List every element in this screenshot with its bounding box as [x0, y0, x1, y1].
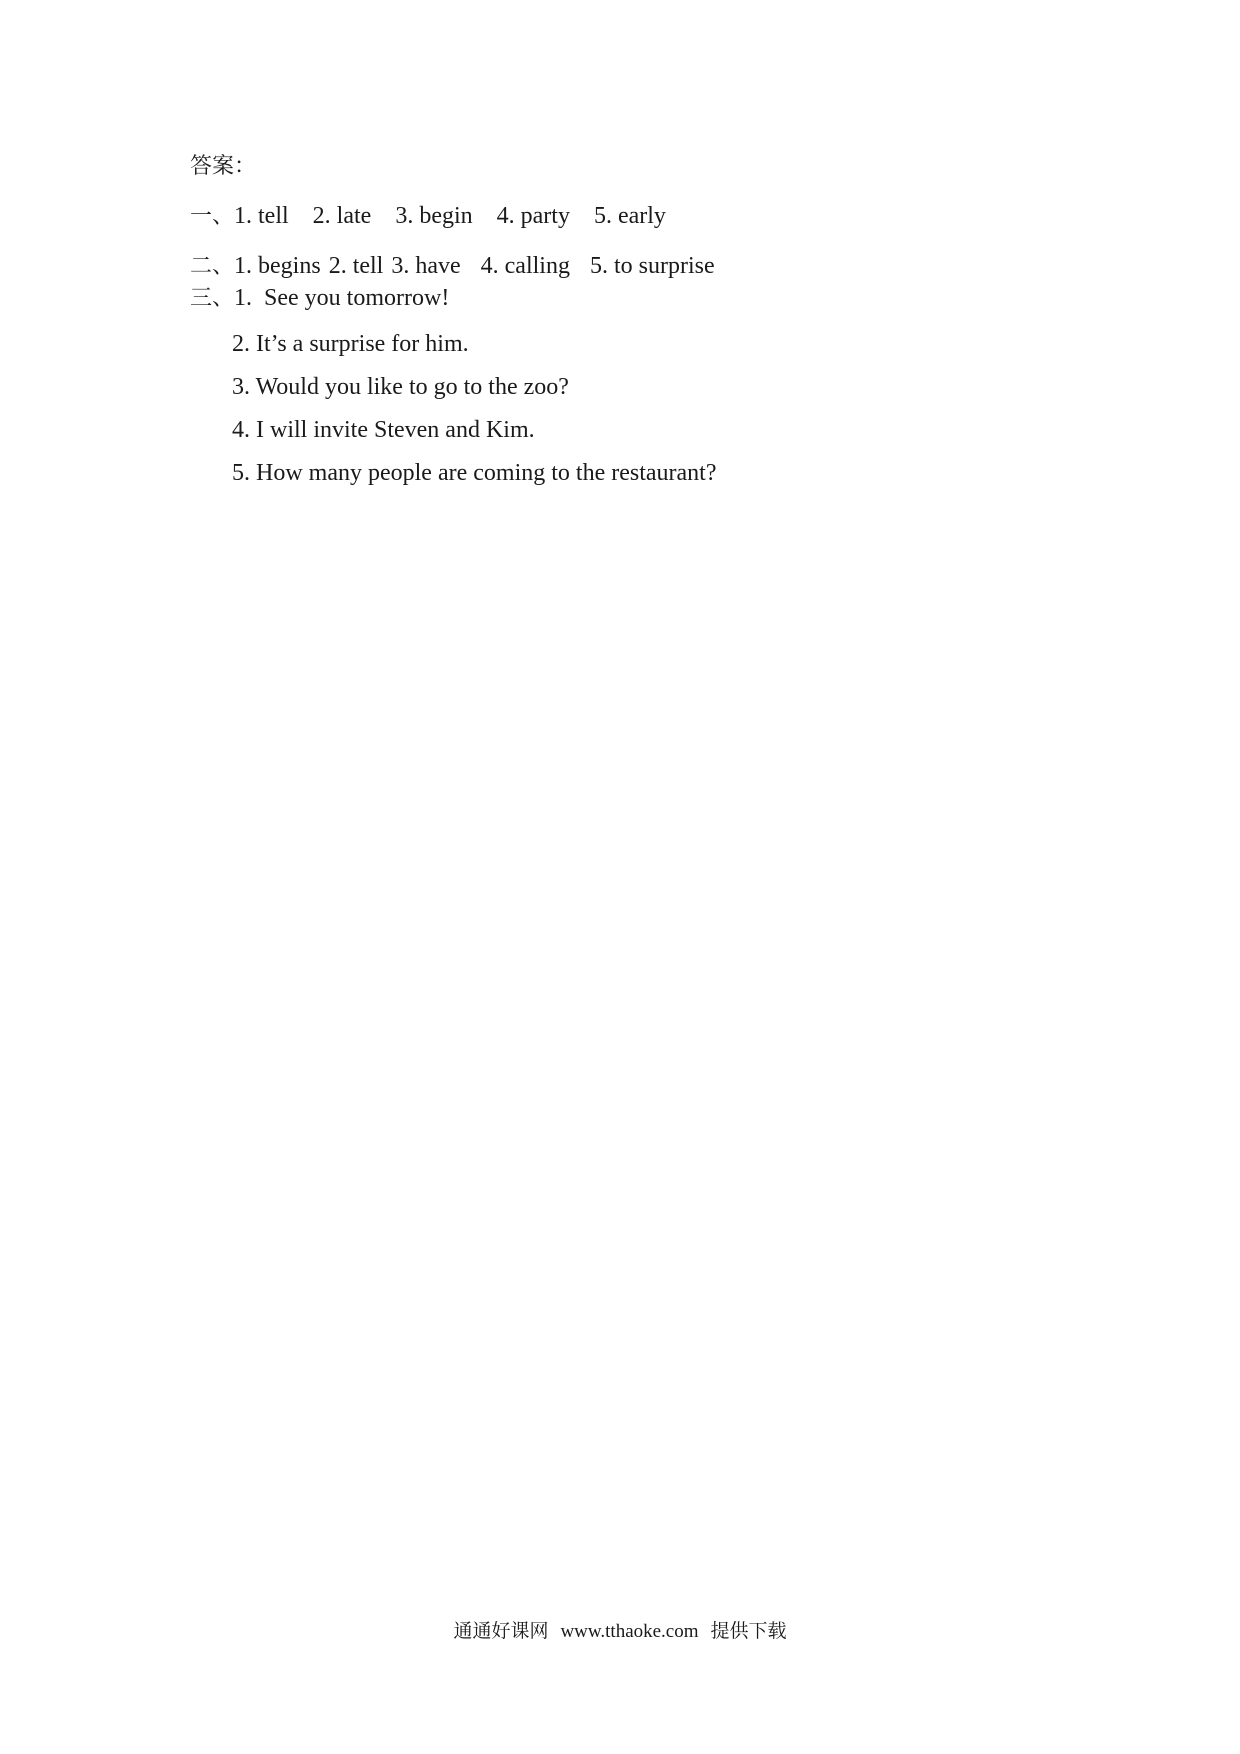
section-3-row [190, 283, 449, 314]
section-3-marker: 三、 [190, 286, 235, 311]
answers-heading: 答案： [190, 154, 257, 179]
section-2-answer-3: 3. have [391, 253, 461, 279]
section-1-answer-2: 2. late [312, 203, 372, 229]
section-2-marker: 二、 [190, 254, 235, 279]
footer-suffix: 提供下载 [710, 1620, 787, 1642]
section-1-row [190, 201, 666, 232]
section-3-sentence-3: 3. Would you like to go to the zoo? [232, 374, 569, 400]
section-3-sentence-4: 4. I will invite Steven and Kim. [232, 417, 535, 443]
section-2-answer-2: 2. tell [328, 253, 384, 279]
section-3-sentence-2: 2. It’s a surprise for him. [232, 331, 469, 357]
section-1-answer-3: 3. begin [395, 203, 473, 229]
footer-brand: 通通好课网 [453, 1620, 549, 1642]
section-2-answer-4: 4. calling [480, 253, 570, 279]
section-3-sentence-1: 1. See you tomorrow! [234, 285, 450, 311]
section-1-answer-1: 1. tell [234, 203, 289, 229]
section-2-answer-5: 5. to surprise [589, 253, 715, 279]
section-2-row [190, 251, 715, 282]
section-1-marker: 一、 [190, 204, 235, 229]
section-1-answer-4: 4. party [496, 203, 570, 229]
section-1-answer-5: 5. early [593, 203, 666, 229]
section-2-answer-1: 1. begins [234, 253, 321, 279]
section-3-sentence-5: 5. How many people are coming to the restaurant? [232, 460, 717, 486]
footer-site: www.tthaoke.com [560, 1621, 699, 1642]
footer-credit [0, 1616, 1240, 1647]
